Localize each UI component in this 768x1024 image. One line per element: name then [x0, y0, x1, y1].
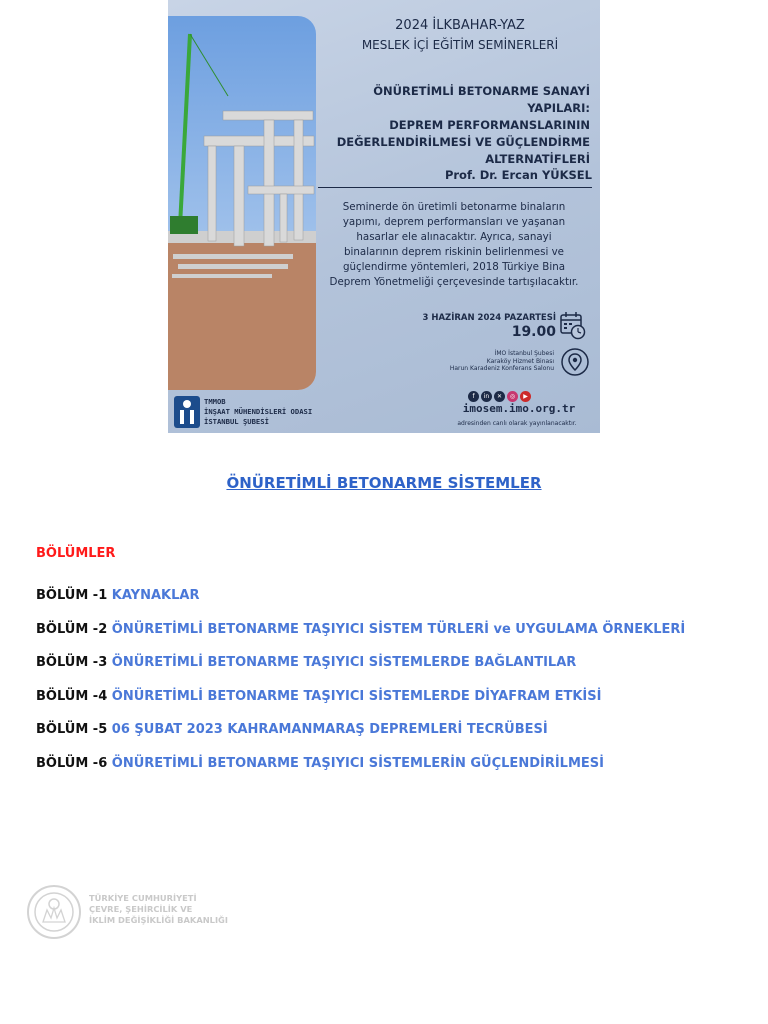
poster-description-line: Deprem Yönetmeliği çerçevesinde tartışılacaktır. [329, 276, 579, 288]
ministry-seal-icon [25, 884, 83, 940]
poster-description-line: yapımı, deprem performansları ve yaşanan [342, 216, 566, 228]
poster-speaker: Prof. Dr. Ercan YÜKSEL [444, 168, 592, 182]
imo-logo-icon [174, 396, 200, 428]
section-item-5[interactable] [36, 722, 548, 737]
poster-venue-line: Karaköy Hizmet Binası [486, 357, 554, 365]
poster-venue-line: İMO İstanbul Şubesi [494, 350, 554, 357]
document-title-link[interactable]: ÖNÜRETİMLİ BETONARME SİSTEMLER [226, 474, 542, 492]
section-title-link[interactable]: ÖNÜRETİMLİ BETONARME TAŞIYICI SİSTEM TÜRLERİ ve UYGULAMA ÖRNEKLERİ [111, 622, 686, 637]
poster-heading-line: ALTERNATİFLERİ [485, 152, 590, 166]
section-number: BÖLÜM -1 [36, 588, 108, 603]
poster-heading-line: ÖNÜRETİMLİ BETONARME SANAYİ YAPILARI: [373, 84, 590, 115]
poster-description-line: Seminerde ön üretimli betonarme binaların [342, 201, 566, 213]
facebook-icon[interactable]: f [468, 391, 479, 402]
seminar-poster [168, 0, 600, 433]
ministry-line: İKLİM DEĞİŞİKLİĞİ BAKANLIĞI [89, 915, 228, 925]
poster-venue [408, 350, 554, 373]
poster-description-line: güçlendirme yöntemleri, 2018 Türkiye Bina [342, 261, 566, 273]
location-pin-icon [560, 347, 590, 377]
section-title-link[interactable]: ÖNÜRETİMLİ BETONARME TAŞIYICI SİSTEMLERDE DİYAFRAM ETKİSİ [111, 689, 602, 704]
social-icons [468, 391, 531, 402]
sections-heading: BÖLÜMLER [36, 546, 116, 561]
ministry-line: ÇEVRE, ŞEHİRCİLİK VE [89, 904, 193, 914]
section-title-link[interactable]: ÖNÜRETİMLİ BETONARME TAŞIYICI SİSTEMLERİN GÜÇLENDİRİLMESİ [111, 756, 604, 771]
poster-series-title: 2024 İLKBAHAR-YAZ [395, 18, 525, 33]
calendar-clock-icon [560, 311, 586, 341]
poster-live-note: adresinden canlı olarak yayınlanacaktır. [457, 420, 577, 427]
section-title-link[interactable]: KAYNAKLAR [111, 588, 200, 603]
poster-divider [318, 187, 592, 188]
section-number: BÖLÜM -4 [36, 689, 108, 704]
section-item-2[interactable] [36, 622, 685, 637]
ministry-line: TÜRKİYE CUMHURİYETİ [89, 893, 197, 903]
poster-heading-line: DEPREM PERFORMANSLARININ [389, 118, 590, 132]
poster-series-subtitle: MESLEK İÇİ EĞİTİM SEMİNERLERİ [361, 38, 559, 52]
section-number: BÖLÜM -5 [36, 722, 108, 737]
section-item-3[interactable] [36, 655, 576, 670]
section-item-1[interactable] [36, 588, 199, 603]
org-line: İSTANBUL ŞUBESİ [204, 417, 269, 426]
section-item-6[interactable] [36, 756, 604, 771]
poster-description-line: binalarının deprem riskinin belirlenmesi ve [343, 246, 565, 258]
poster-description [316, 200, 592, 290]
instagram-icon[interactable]: ◎ [507, 391, 518, 402]
imo-organization-name [204, 397, 312, 427]
org-line: İNŞAAT MÜHENDİSLERİ ODASI [204, 407, 313, 416]
linkedin-icon[interactable]: in [481, 391, 492, 402]
construction-photo [168, 16, 316, 390]
poster-heading [318, 83, 590, 168]
section-number: BÖLÜM -2 [36, 622, 108, 637]
section-item-4[interactable] [36, 689, 601, 704]
poster-venue-line: Harun Karadeniz Konferans Salonu [449, 365, 554, 372]
section-number: BÖLÜM -6 [36, 756, 108, 771]
section-number: BÖLÜM -3 [36, 655, 108, 670]
org-line: TMMOB [204, 397, 226, 406]
poster-url-link[interactable]: imosem.imo.org.tr [462, 402, 576, 415]
section-title-link[interactable]: 06 ŞUBAT 2023 KAHRAMANMARAŞ DEPREMLERİ TECRÜBESİ [111, 722, 548, 737]
poster-description-line: hasarlar ele alınacaktır. Ayrıca, sanayi [356, 231, 552, 243]
poster-heading-line: DEĞERLENDİRİLMESİ VE GÜÇLENDİRME [336, 135, 590, 149]
youtube-icon[interactable]: ▶ [520, 391, 531, 402]
ministry-name [89, 893, 228, 926]
poster-date: 3 HAZİRAN 2024 PAZARTESİ [422, 313, 556, 323]
section-title-link[interactable]: ÖNÜRETİMLİ BETONARME TAŞIYICI SİSTEMLERDE BAĞLANTILAR [111, 655, 577, 670]
poster-time: 19.00 [511, 324, 556, 340]
x-icon[interactable]: ✕ [494, 391, 505, 402]
